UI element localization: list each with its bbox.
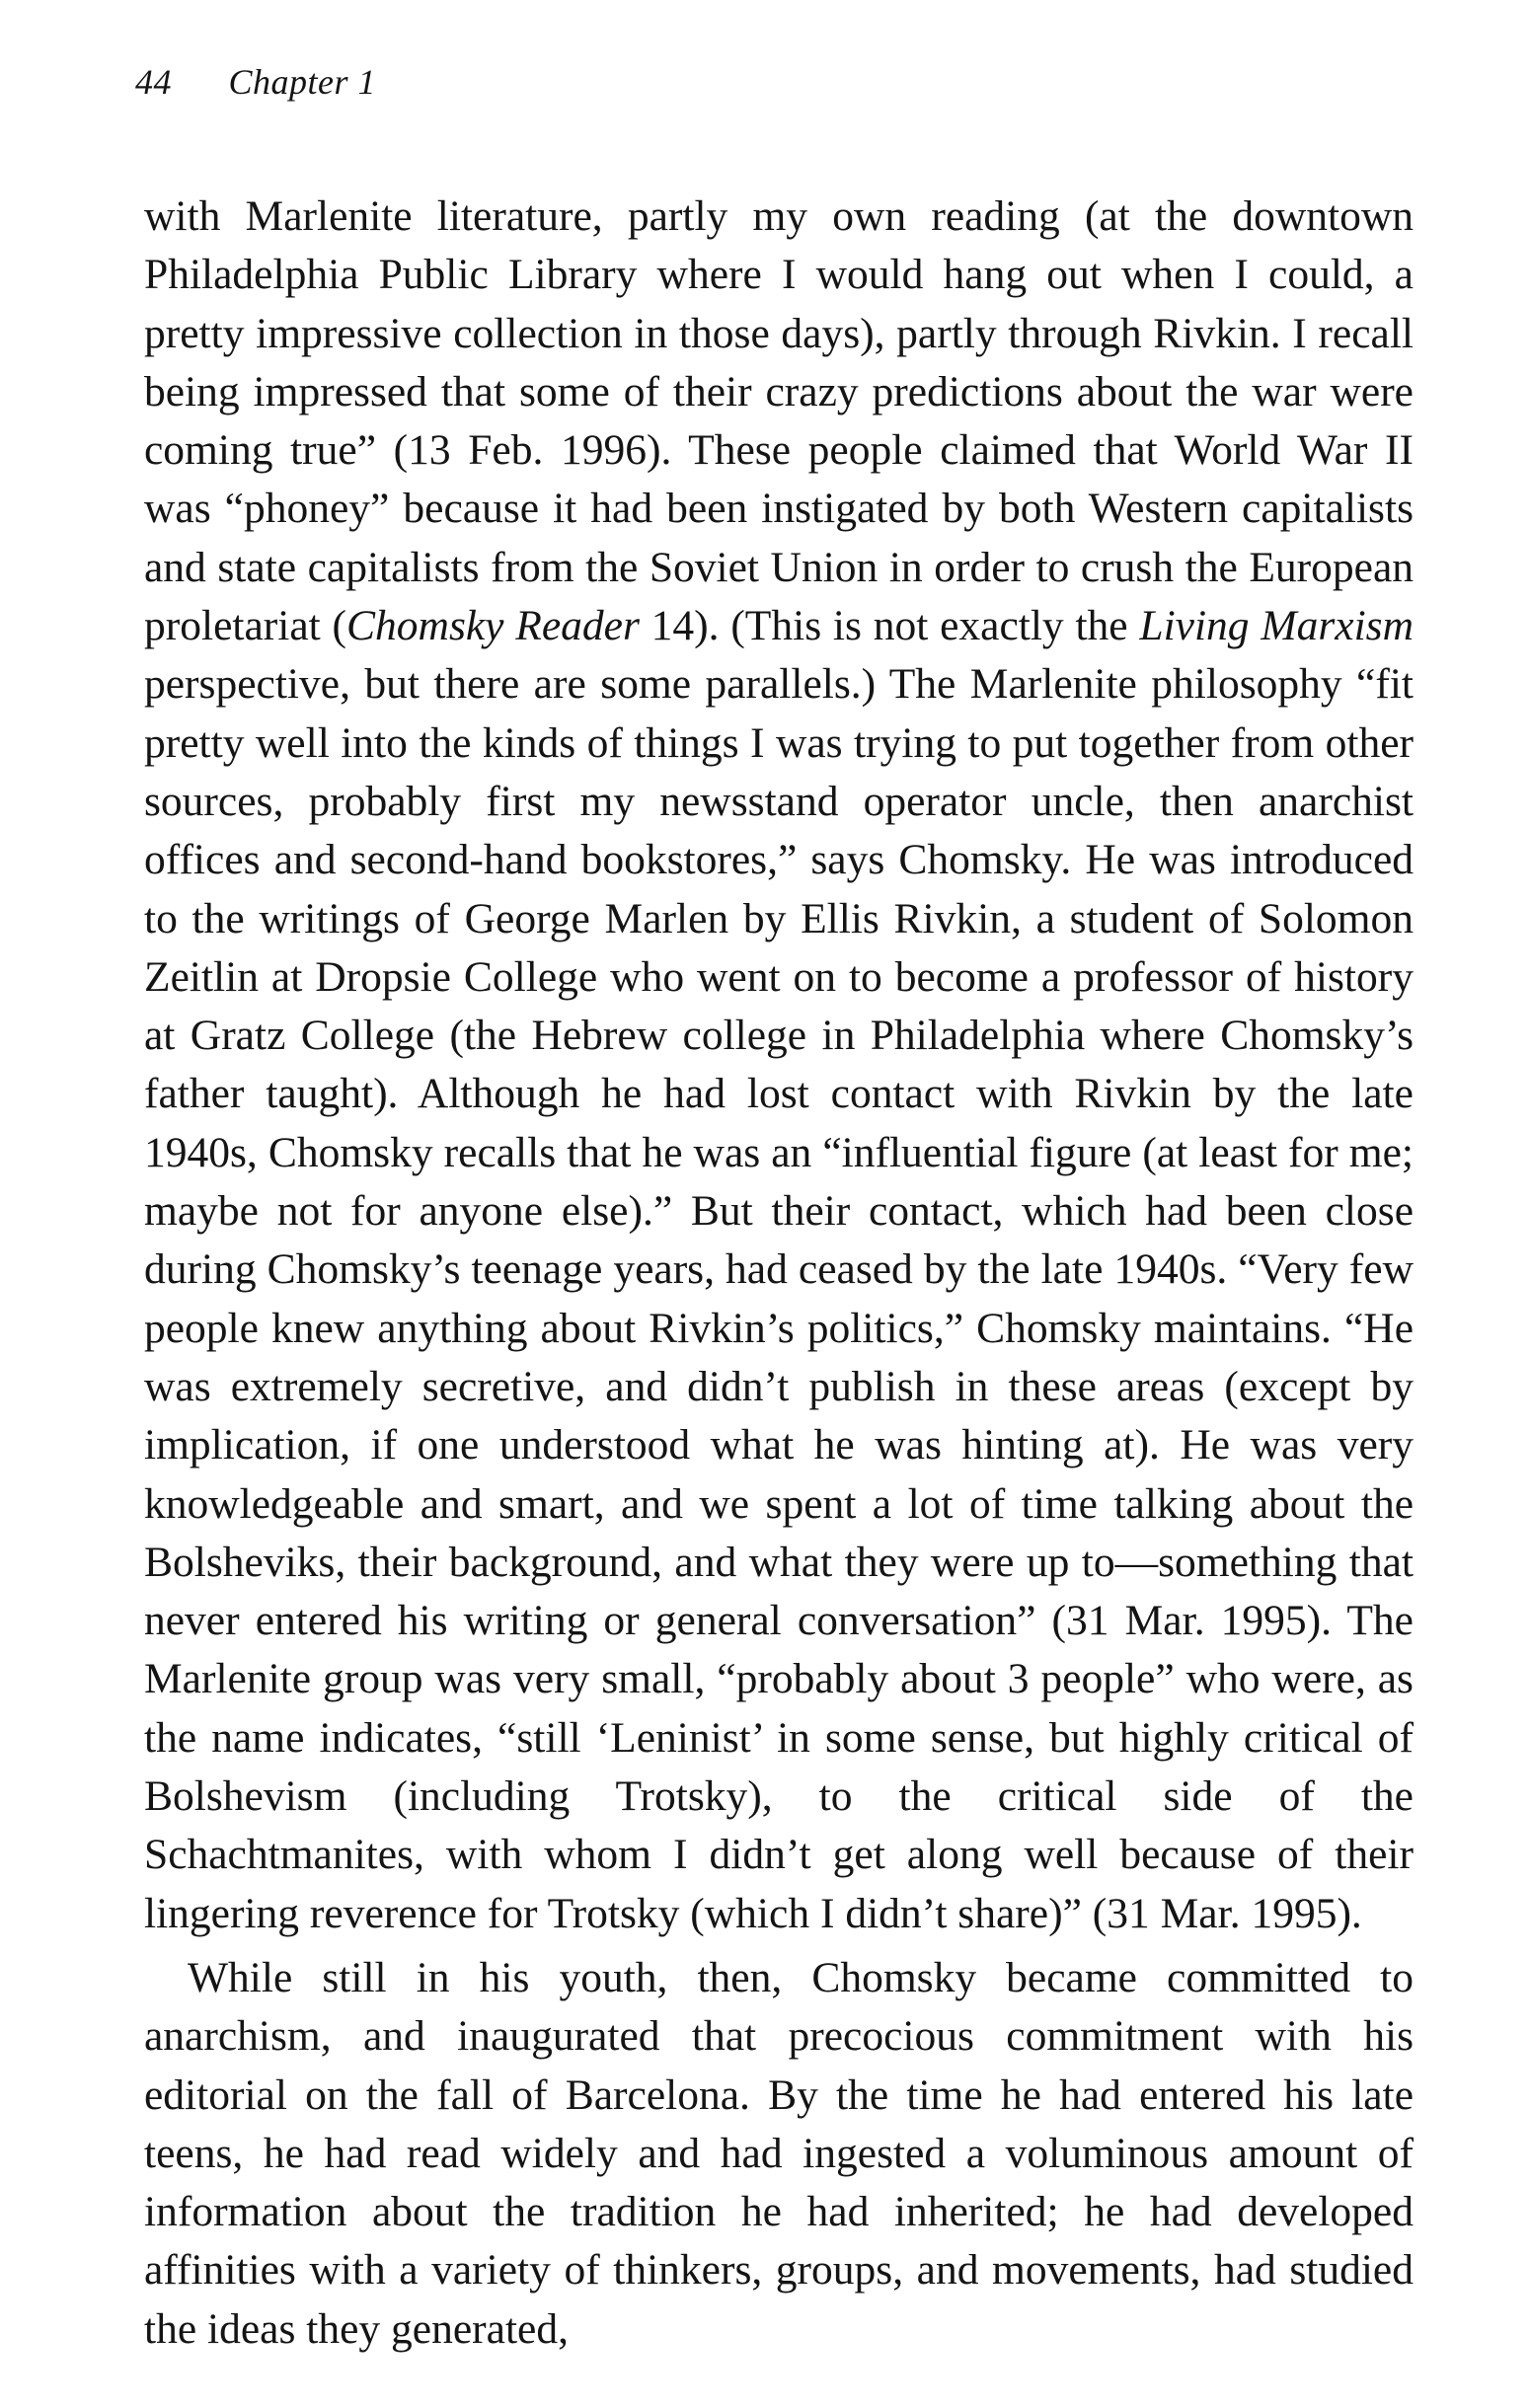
page-number: 44 — [135, 62, 172, 102]
text-run: 14). (This is not exactly the — [639, 602, 1140, 650]
text-run: with Marlenite literature, partly my own reading (at the downtown Philadelphia Public Library where I would hang out when I could, a pretty impressive collection in those days), partly through Rivkin. I recall being impressed that some of their crazy predictions about the war were coming true” (13 Feb. 1996). These people claimed that World War II was “phoney” because it had been instigated by both Western capitalists and state capitalists from the Soviet Union in order to crush the European proletariat ( — [144, 192, 1414, 650]
running-head — [135, 61, 376, 103]
chapter-title: Chapter 1 — [228, 62, 377, 102]
paragraph-2 — [144, 1949, 1414, 2359]
paragraph-1 — [144, 188, 1414, 1943]
book-title: Living Marxism — [1139, 602, 1414, 650]
text-run: perspective, but there are some parallels.) The Marlenite philosophy “fit pretty well into the kinds of things I was trying to put together from other sources, probably first my newsstand operator uncle, then anarchist offices and second-hand bookstores,” says Chomsky. He was introduced to the writings of George Marlen by Ellis Rivkin, a student of Solomon Zeitlin at Dropsie College who went on to become a professor of history at Gratz College (the Hebrew college in Philadelphia where Chomsky’s father taught). Although he had lost contact with Rivkin by the late 1940s, Chomsky recalls that he was an “influential figure (at least for me; maybe not for anyone else).” But their contact, which had been close during Chomsky’s teenage years, had ceased by the late 1940s. “Very few people knew anything about Rivkin’s politics,” Chomsky maintains. “He was extremely secretive, and didn’t publish in these areas (except by implication, if one understood what he was hinting at). He was very knowledgeable and smart, and we spent a lot of time talking about the Bolsheviks, their background, and what they were up to—something that never entered his writing or general conversation” (31 Mar. 1995). The Marlenite group was very small, “probably about 3 people” who were, as the name indicates, “still ‘Leninist’ in some sense, but highly critical of Bolshevism (including Trotsky), to the critical side of the Schachtmanites, with whom I didn’t get along well because of their lingering reverence for Trotsky (which I didn’t share)” (31 Mar. 1995). — [144, 660, 1414, 1937]
text-run: While still in his youth, then, Chomsky became committed to anarchism, and inaugurated that precocious commitment with his editorial on the fall of Barcelona. By the time he had entered his late teens, he had read widely and had ingested a voluminous amount of information about the tradition he had inherited; he had developed affinities with a variety of thinkers, groups, and movements, had studied the ideas they generated, — [144, 1953, 1414, 2353]
body-text — [144, 188, 1414, 2359]
book-title: Chomsky Reader — [346, 602, 640, 650]
